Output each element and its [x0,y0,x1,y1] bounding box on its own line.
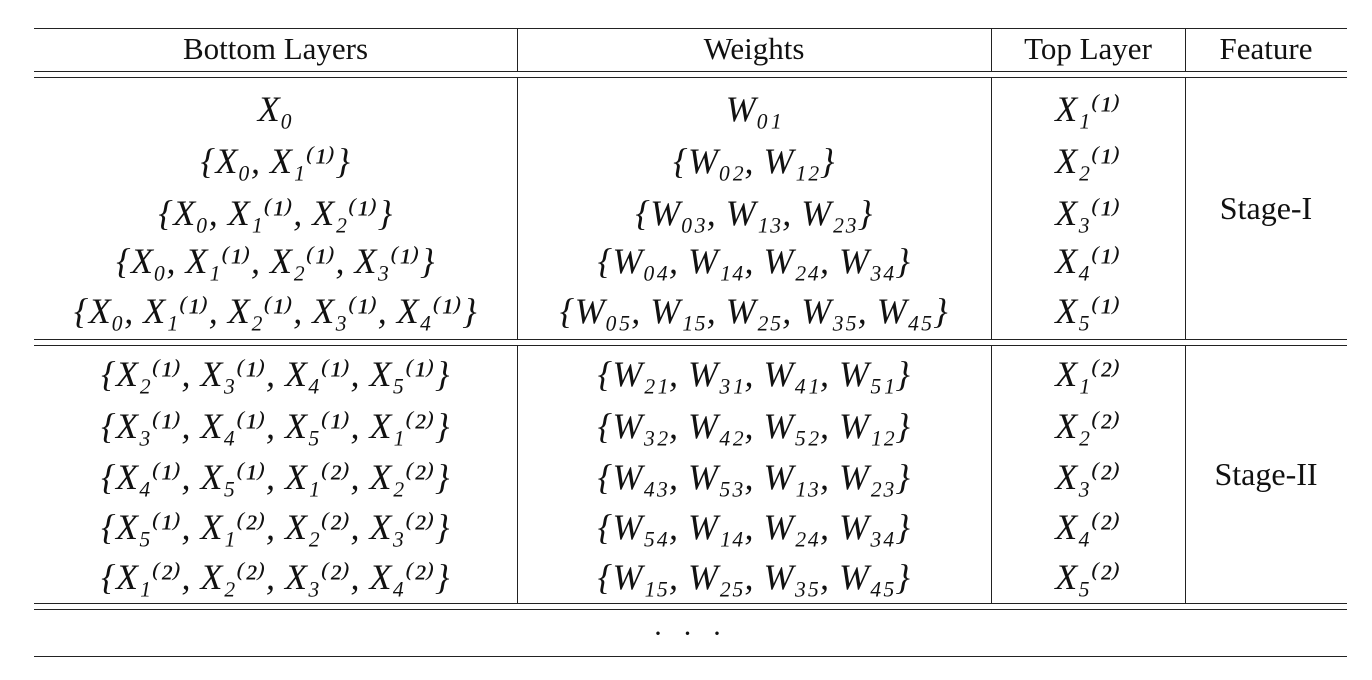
stage-divider-rule-2 [34,345,1347,346]
col-divider-2-header [991,28,992,71]
bottom-layers-cell: {X₀, X₁⁽¹⁾, X₂⁽¹⁾} [158,193,393,233]
table-row [34,551,1347,603]
weights-cell: {W₀₄, W₁₄, W₂₄, W₃₄} [597,241,911,281]
weights-cell: {W₂₁, W₃₁, W₄₁, W₅₁} [597,354,911,394]
top-layer-cell: X₂⁽¹⁾ [1055,141,1121,181]
table-row [34,235,1347,287]
continuation-ellipsis: · · · [653,617,728,650]
top-layer-cell: X₃⁽¹⁾ [1055,193,1121,233]
bottom-layers-cell: X₀ [257,89,294,129]
weights-cell: {W₁₅, W₂₅, W₃₅, W₄₅} [597,557,911,597]
top-layer-cell: X₁⁽¹⁾ [1055,89,1121,129]
stage-divider-rule-1 [34,339,1347,340]
weights-cell: {W₀₂, W₁₂} [673,141,835,181]
top-layer-cell: X₂⁽²⁾ [1055,406,1121,446]
top-layer-cell: X₄⁽¹⁾ [1055,241,1121,281]
header-weights: Weights [703,30,805,66]
header-double-rule-1 [34,71,1347,72]
bottom-layers-cell: {X₂⁽¹⁾, X₃⁽¹⁾, X₄⁽¹⁾, X₅⁽¹⁾} [101,354,450,394]
table-row [34,83,1347,135]
header-top-layer: Top Layer [1024,30,1152,66]
bottom-layers-cell: {X₁⁽²⁾, X₂⁽²⁾, X₃⁽²⁾, X₄⁽²⁾} [101,557,450,597]
header-bottom-layers: Bottom Layers [182,30,369,66]
weights-cell: W₀₁ [725,89,783,129]
top-layer-cell: X₁⁽²⁾ [1055,354,1121,394]
bottom-layers-cell: {X₃⁽¹⁾, X₄⁽¹⁾, X₅⁽¹⁾, X₁⁽²⁾} [101,406,450,446]
top-layer-cell: X₄⁽²⁾ [1055,507,1121,547]
table-row [34,451,1347,503]
bottom-layers-cell: {X₄⁽¹⁾, X₅⁽¹⁾, X₁⁽²⁾, X₂⁽²⁾} [101,457,450,497]
bottom-layers-cell: {X₅⁽¹⁾, X₁⁽²⁾, X₂⁽²⁾, X₃⁽²⁾} [101,507,450,547]
bottom-layers-cell: {X₀, X₁⁽¹⁾} [200,141,351,181]
bottom-double-rule-1 [34,603,1347,604]
table-row [34,285,1347,337]
weights-cell: {W₀₃, W₁₃, W₂₃} [635,193,873,233]
bottom-double-rule-2 [34,609,1347,610]
top-layer-cell: X₃⁽²⁾ [1055,457,1121,497]
weights-cell: {W₀₅, W₁₅, W₂₅, W₃₅, W₄₅} [559,291,949,331]
weights-cell: {W₄₃, W₅₃, W₁₃, W₂₃} [597,457,911,497]
table-row [34,400,1347,452]
top-rule [34,28,1347,29]
header-feature: Feature [1219,30,1313,66]
table-row [34,348,1347,400]
top-layer-cell: X₅⁽²⁾ [1055,557,1121,597]
bottom-layers-cell: {X₀, X₁⁽¹⁾, X₂⁽¹⁾, X₃⁽¹⁾, X₄⁽¹⁾} [73,291,478,331]
table-row [34,135,1347,187]
feature-stage-i: Stage-I [1219,189,1313,226]
top-layer-cell: X₅⁽¹⁾ [1055,291,1121,331]
weights-cell: {W₃₂, W₄₂, W₅₂, W₁₂} [597,406,911,446]
header-double-rule-2 [34,77,1347,78]
col-divider-1-header [517,28,518,71]
col-divider-3-header [1185,28,1186,71]
weights-cell: {W₅₄, W₁₄, W₂₄, W₃₄} [597,507,911,547]
final-rule [34,656,1347,657]
table-row [34,187,1347,239]
table-row [34,501,1347,553]
bottom-layers-cell: {X₀, X₁⁽¹⁾, X₂⁽¹⁾, X₃⁽¹⁾} [116,241,435,281]
feature-stage-ii: Stage-II [1214,455,1318,492]
